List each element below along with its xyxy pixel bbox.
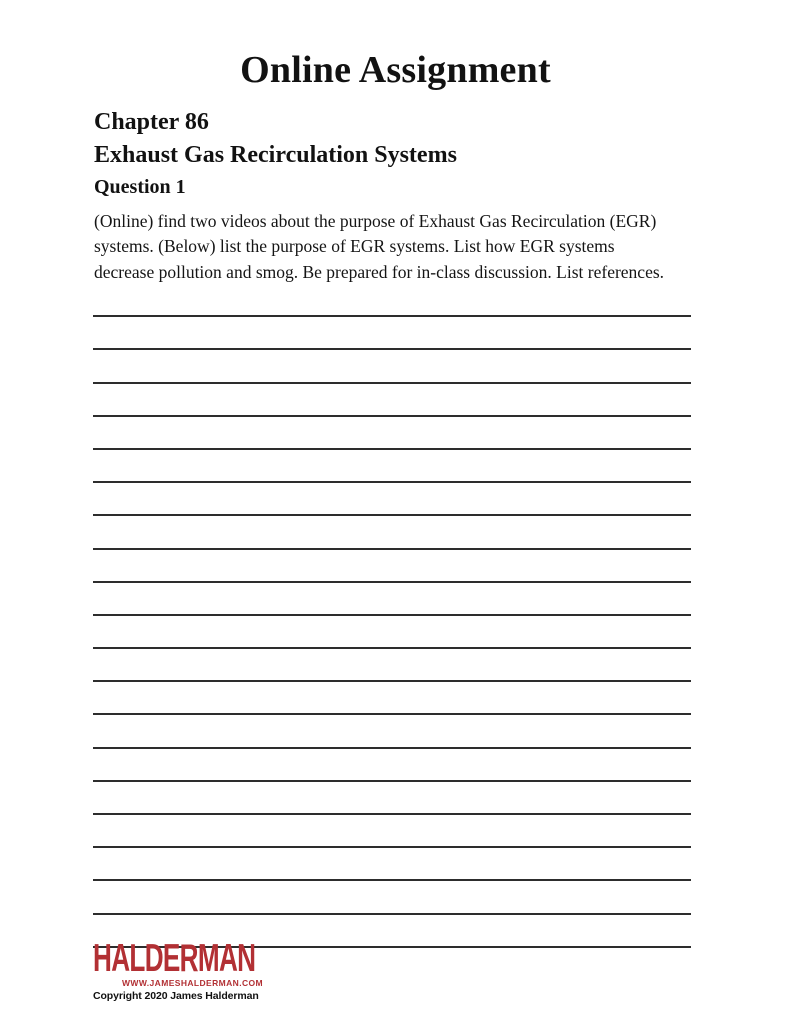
page-title: Online Assignment	[240, 49, 551, 91]
footer-branding	[93, 937, 263, 1002]
chapter-name: Exhaust Gas Recirculation Systems	[94, 142, 457, 168]
answer-line	[93, 848, 691, 881]
answer-line	[93, 284, 691, 317]
answer-line	[93, 417, 691, 450]
answer-line	[93, 450, 691, 483]
answer-line	[93, 649, 691, 682]
instructions-line: systems. (Below) list the purpose of EGR systems. List how EGR systems	[94, 236, 615, 257]
copyright-notice: Copyright 2020 James Halderman	[93, 990, 259, 1002]
answer-line	[93, 881, 691, 914]
answer-line	[93, 583, 691, 616]
answer-line	[93, 550, 691, 583]
answer-line	[93, 749, 691, 782]
answer-line	[93, 815, 691, 848]
answer-line	[93, 682, 691, 715]
answer-line	[93, 715, 691, 748]
question-label: Question 1	[94, 176, 186, 198]
answer-line	[93, 516, 691, 549]
answer-line	[93, 616, 691, 649]
chapter-heading	[94, 106, 457, 172]
answer-lines	[93, 284, 691, 948]
website-url-text: WWW.JAMESHALDERMAN.COM	[121, 978, 263, 988]
answer-line	[93, 782, 691, 815]
answer-line	[93, 317, 691, 350]
chapter-number: Chapter 86	[94, 109, 209, 135]
answer-line	[93, 483, 691, 516]
halderman-logo: HALDERMAN	[93, 937, 256, 980]
answer-line	[93, 384, 691, 417]
instructions-line: (Online) find two videos about the purpose of Exhaust Gas Recirculation (EGR)	[94, 211, 657, 231]
instructions-line: decrease pollution and smog. Be prepared for in-class discussion. List references.	[94, 261, 665, 282]
answer-line	[93, 350, 691, 383]
question-instructions	[94, 209, 664, 285]
